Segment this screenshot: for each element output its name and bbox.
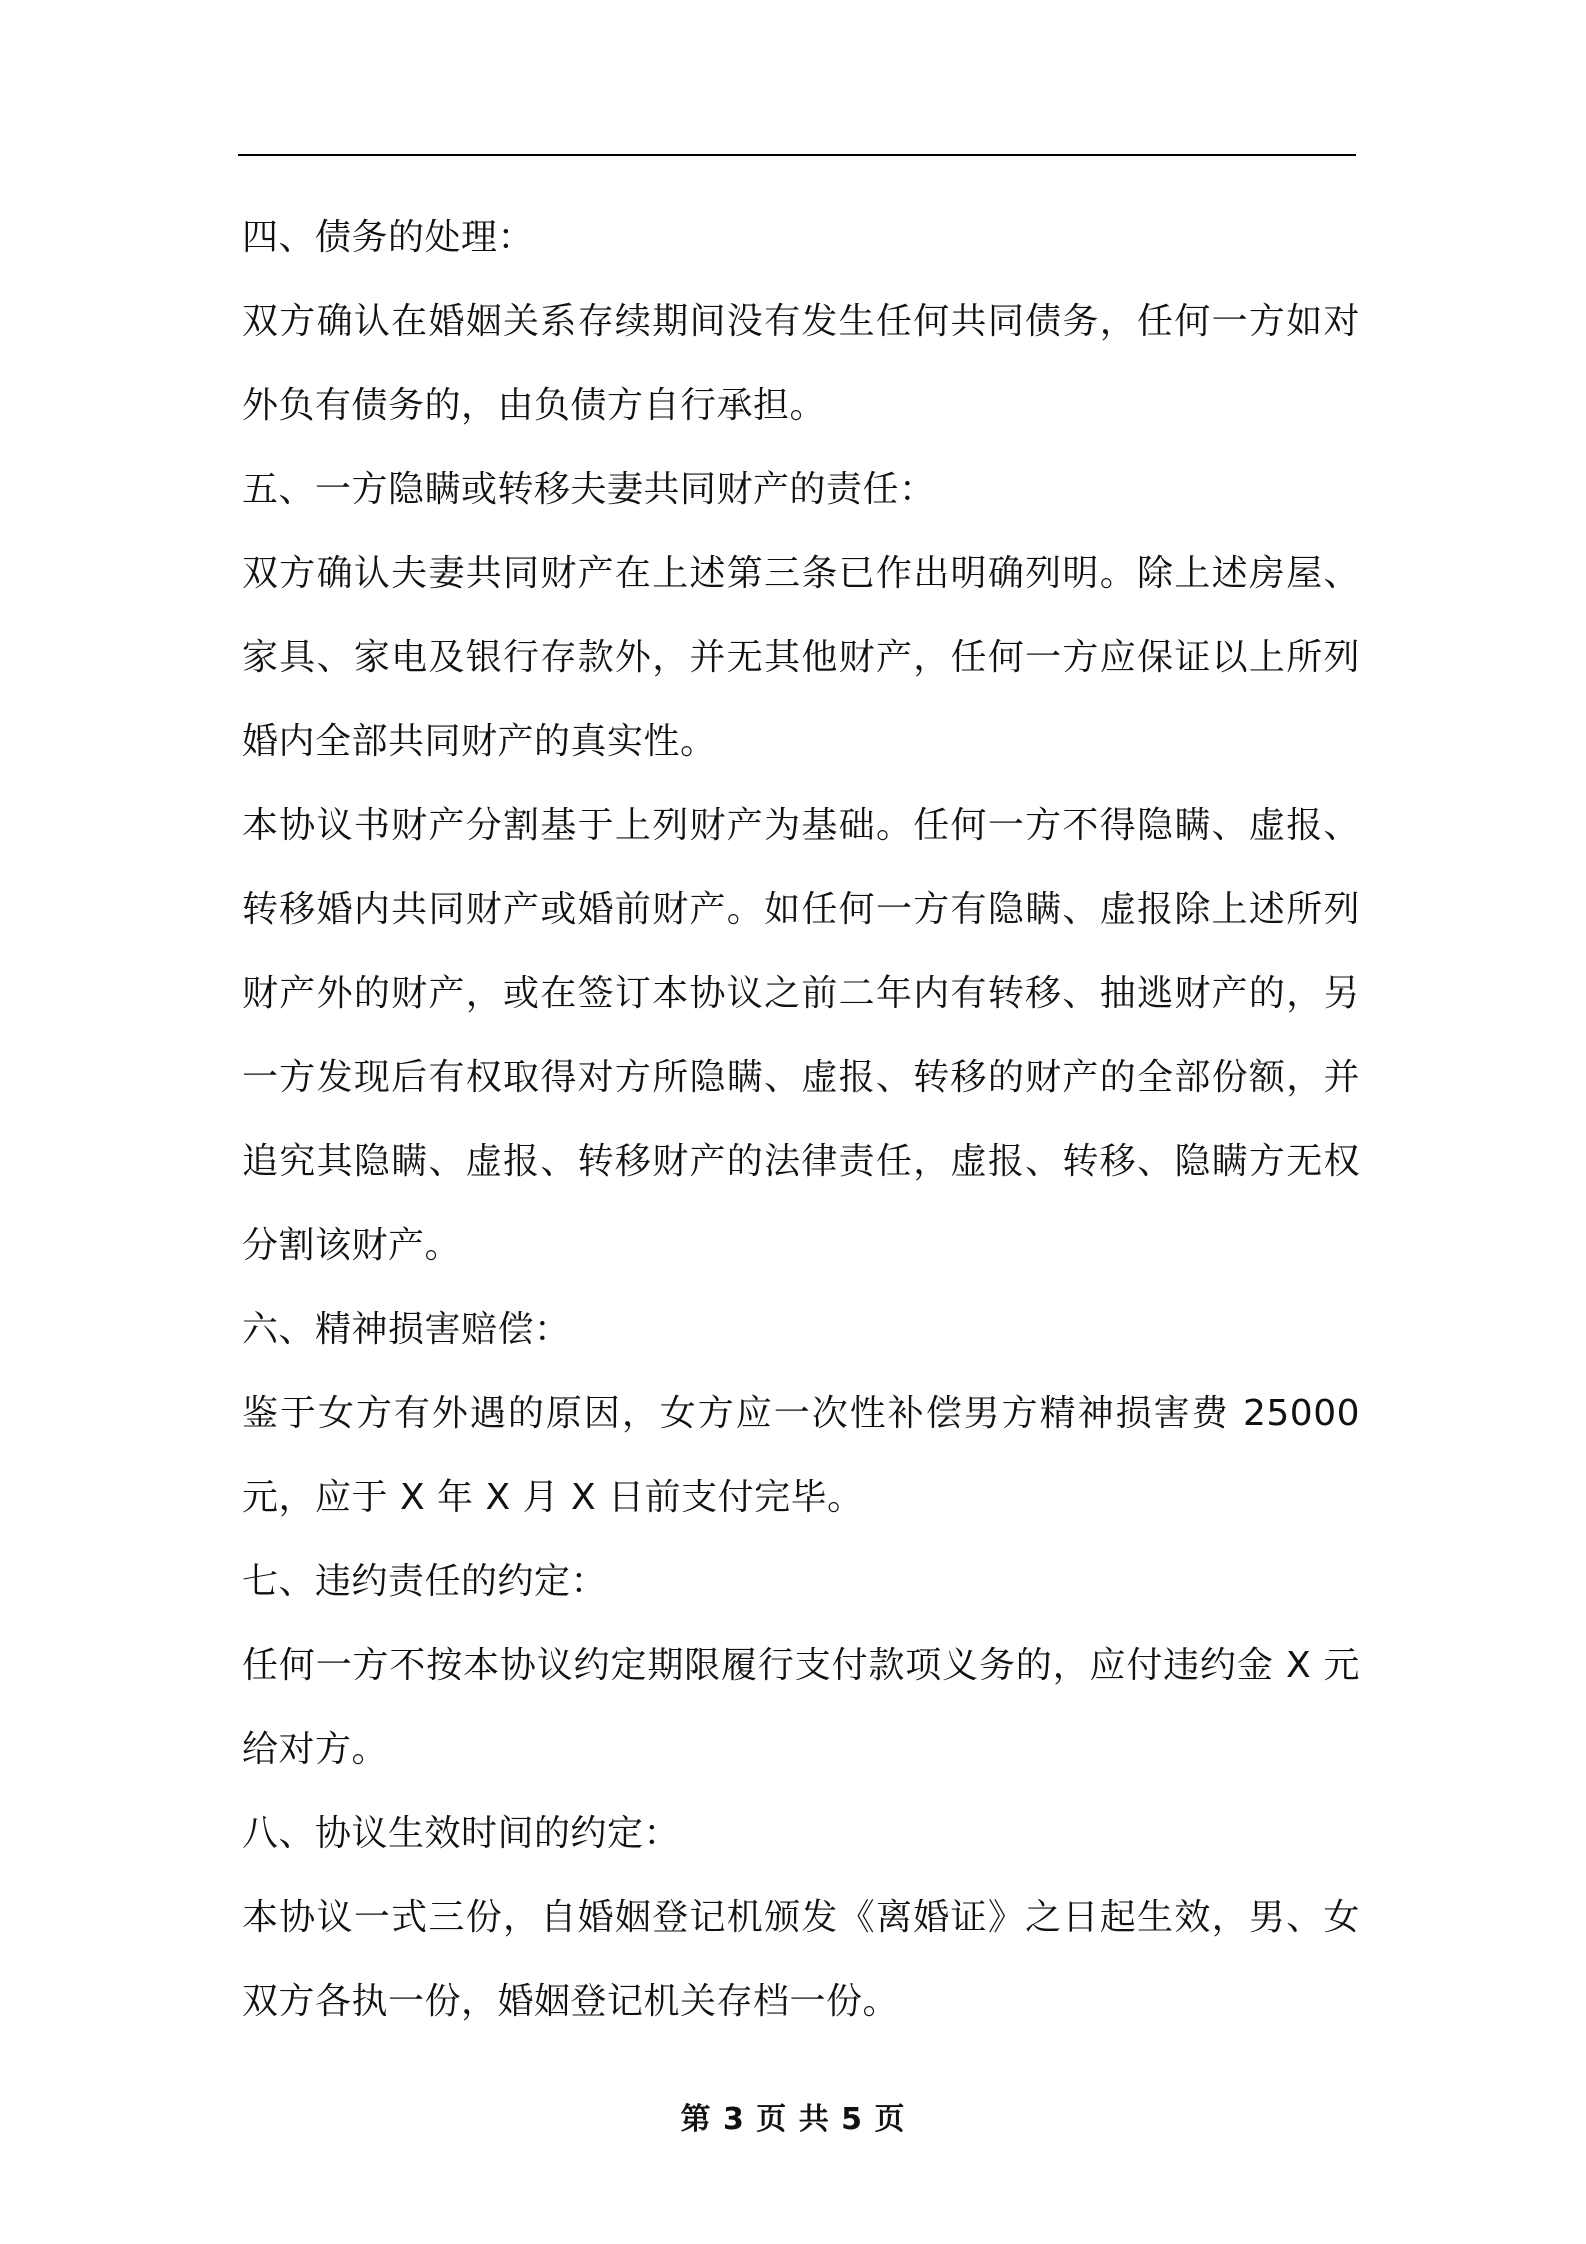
- section-paragraph: 任何一方不按本协议约定期限履行支付款项义务的，应付违约金 X 元给对方。: [242, 1645, 1360, 1770]
- section-heading-compensation: 六、精神损害赔偿：: [242, 1309, 571, 1350]
- section-heading-debts: 四、债务的处理：: [242, 217, 535, 258]
- section-heading-breach: 七、违约责任的约定：: [242, 1561, 608, 1602]
- section-paragraph: 本协议书财产分割基于上列财产为基础。任何一方不得隐瞒、虚报、转移婚内共同财产或婚前财产。如任何一方有隐瞒、虚报除上述所列财产外的财产，或在签订本协议之前二年内有转移、抽逃财产的，另一方发现后有权取得对方所隐瞒、虚报、转移的财产的全部份额，并追究其隐瞒、虚报、转移财产的法律责任，虚报、转移、隐瞒方无权分割该财产。: [242, 805, 1360, 1266]
- section-heading-concealment: 五、一方隐瞒或转移夫妻共同财产的责任：: [242, 469, 936, 510]
- section-heading-effective-date: 八、协议生效时间的约定：: [242, 1813, 681, 1854]
- section-paragraph: 鉴于女方有外遇的原因，女方应一次性补偿男方精神损害费 25000 元，应于 X 年 X 月 X 日前支付完毕。: [242, 1393, 1360, 1518]
- page-number-label: 第 3 页 共 5 页: [680, 2102, 906, 2137]
- section-paragraph: 双方确认夫妻共同财产在上述第三条已作出明确列明。除上述房屋、家具、家电及银行存款外，并无其他财产，任何一方应保证以上所列婚内全部共同财产的真实性。: [242, 553, 1360, 762]
- section-paragraph: 本协议一式三份，自婚姻登记机颁发《离婚证》之日起生效，男、女双方各执一份，婚姻登记机关存档一份。: [242, 1897, 1360, 2022]
- header-rule: [238, 154, 1356, 156]
- section-paragraph: 双方确认在婚姻关系存续期间没有发生任何共同债务，任何一方如对外负有债务的，由负债方自行承担。: [242, 301, 1360, 426]
- page-footer: [0, 2094, 1586, 2138]
- document-body: [242, 196, 1360, 2044]
